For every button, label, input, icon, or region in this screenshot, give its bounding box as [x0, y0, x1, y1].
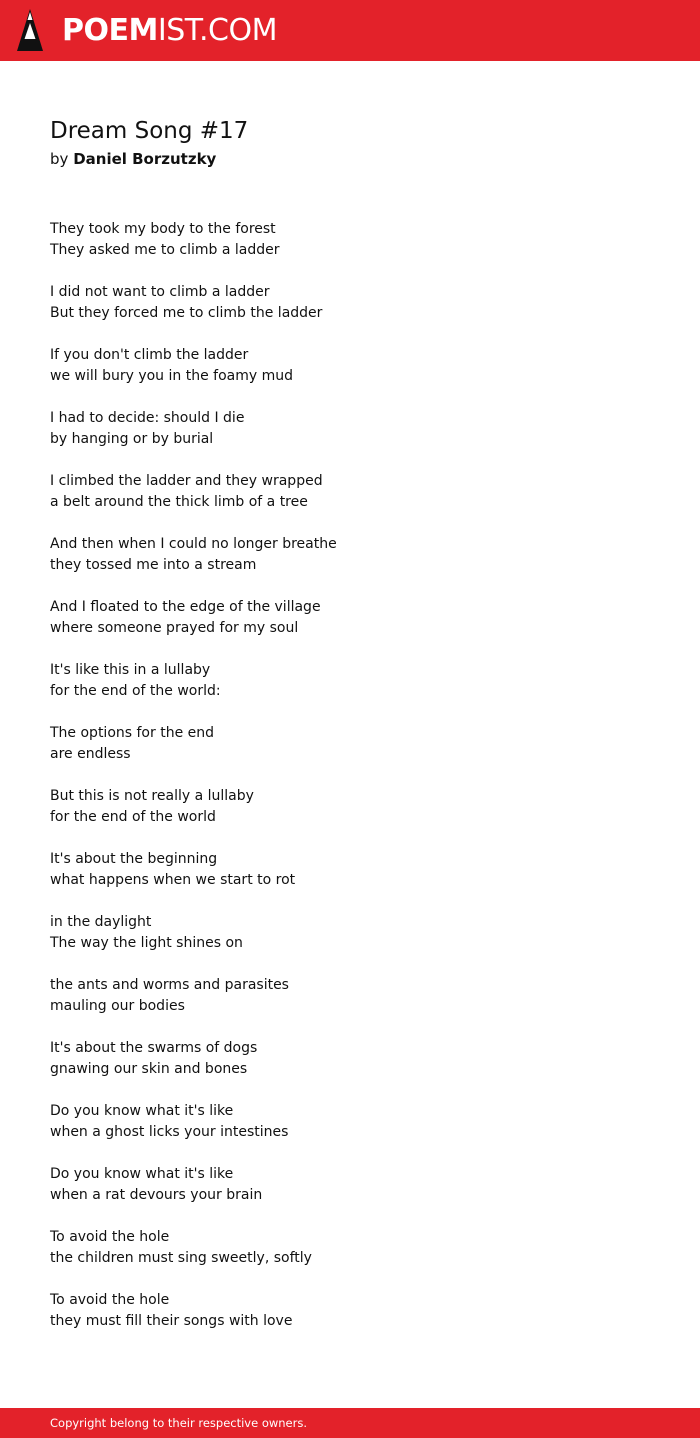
stanza — [50, 534, 650, 576]
poem-line: mauling our bodies — [50, 998, 185, 1014]
stanza — [50, 912, 650, 954]
poem-line: I had to decide: should I die — [50, 410, 245, 426]
pencil-tip-icon[interactable] — [17, 9, 43, 51]
poem-line: when a ghost licks your intestines — [50, 1124, 289, 1140]
stanza — [50, 1290, 650, 1332]
by-label: by — [50, 150, 69, 168]
poem-line: To avoid the hole — [50, 1229, 170, 1245]
stanza — [50, 219, 650, 261]
author-name: Daniel Borzutzky — [73, 150, 217, 168]
poem-line: They took my body to the forest — [50, 221, 276, 237]
byline — [50, 148, 216, 170]
stanza — [50, 1038, 650, 1080]
poem-line: they tossed me into a stream — [50, 557, 257, 573]
poem-line: are endless — [50, 746, 131, 762]
copyright-text: Copyright belong to their respective owners. — [50, 1416, 308, 1430]
poem-line: we will bury you in the foamy mud — [50, 368, 293, 384]
poem-line: the ants and worms and parasites — [50, 977, 289, 993]
stanza — [50, 723, 650, 765]
stanza — [50, 282, 650, 324]
poem-line: what happens when we start to rot — [50, 872, 296, 888]
stanza — [50, 471, 650, 513]
poem-line: by hanging or by burial — [50, 431, 214, 447]
poem-line: a belt around the thick limb of a tree — [50, 494, 308, 510]
poem-line: It's like this in a lullaby — [50, 662, 211, 678]
poem-title: Dream Song #17 — [50, 118, 249, 144]
stanza — [50, 660, 650, 702]
poem-line: But this is not really a lullaby — [50, 788, 254, 804]
poem-line: where someone prayed for my soul — [50, 620, 299, 636]
stanza — [50, 975, 650, 1017]
poem-line: It's about the beginning — [50, 851, 218, 867]
poem-line: To avoid the hole — [50, 1292, 170, 1308]
site-footer — [0, 1408, 700, 1438]
stanza — [50, 345, 650, 387]
poem-line: And then when I could no longer breathe — [50, 536, 337, 552]
poem-line: when a rat devours your brain — [50, 1187, 263, 1203]
stanza — [50, 849, 650, 891]
brand-light: IST.COM — [157, 13, 277, 48]
poem-body — [50, 219, 650, 1353]
poem-line: But they forced me to climb the ladder — [50, 305, 323, 321]
poem-line: The way the light shines on — [50, 935, 243, 951]
stanza — [50, 408, 650, 450]
poem-line: The options for the end — [50, 725, 215, 741]
poem-line: And I floated to the edge of the village — [50, 599, 321, 615]
poem-line: It's about the swarms of dogs — [50, 1040, 258, 1056]
stanza — [50, 1101, 650, 1143]
poem-line: If you don't climb the ladder — [50, 347, 249, 363]
brand-bold: POEM — [62, 13, 158, 48]
poem-line: the children must sing sweetly, softly — [50, 1250, 312, 1266]
poem-line: I did not want to climb a ladder — [50, 284, 270, 300]
stanza — [50, 1227, 650, 1269]
stanza — [50, 1164, 650, 1206]
site-logo-link[interactable] — [62, 12, 277, 50]
stanza — [50, 597, 650, 639]
poem-line: in the daylight — [50, 914, 152, 930]
poem-line: Do you know what it's like — [50, 1166, 234, 1182]
poem-line: Do you know what it's like — [50, 1103, 234, 1119]
poem-line: I climbed the ladder and they wrapped — [50, 473, 323, 489]
poem-line: for the end of the world: — [50, 683, 221, 699]
poem-line: they must fill their songs with love — [50, 1313, 293, 1329]
site-header — [0, 0, 700, 61]
stanza — [50, 786, 650, 828]
poem-line: gnawing our skin and bones — [50, 1061, 248, 1077]
poem-line: They asked me to climb a ladder — [50, 242, 280, 258]
poem-line: for the end of the world — [50, 809, 216, 825]
